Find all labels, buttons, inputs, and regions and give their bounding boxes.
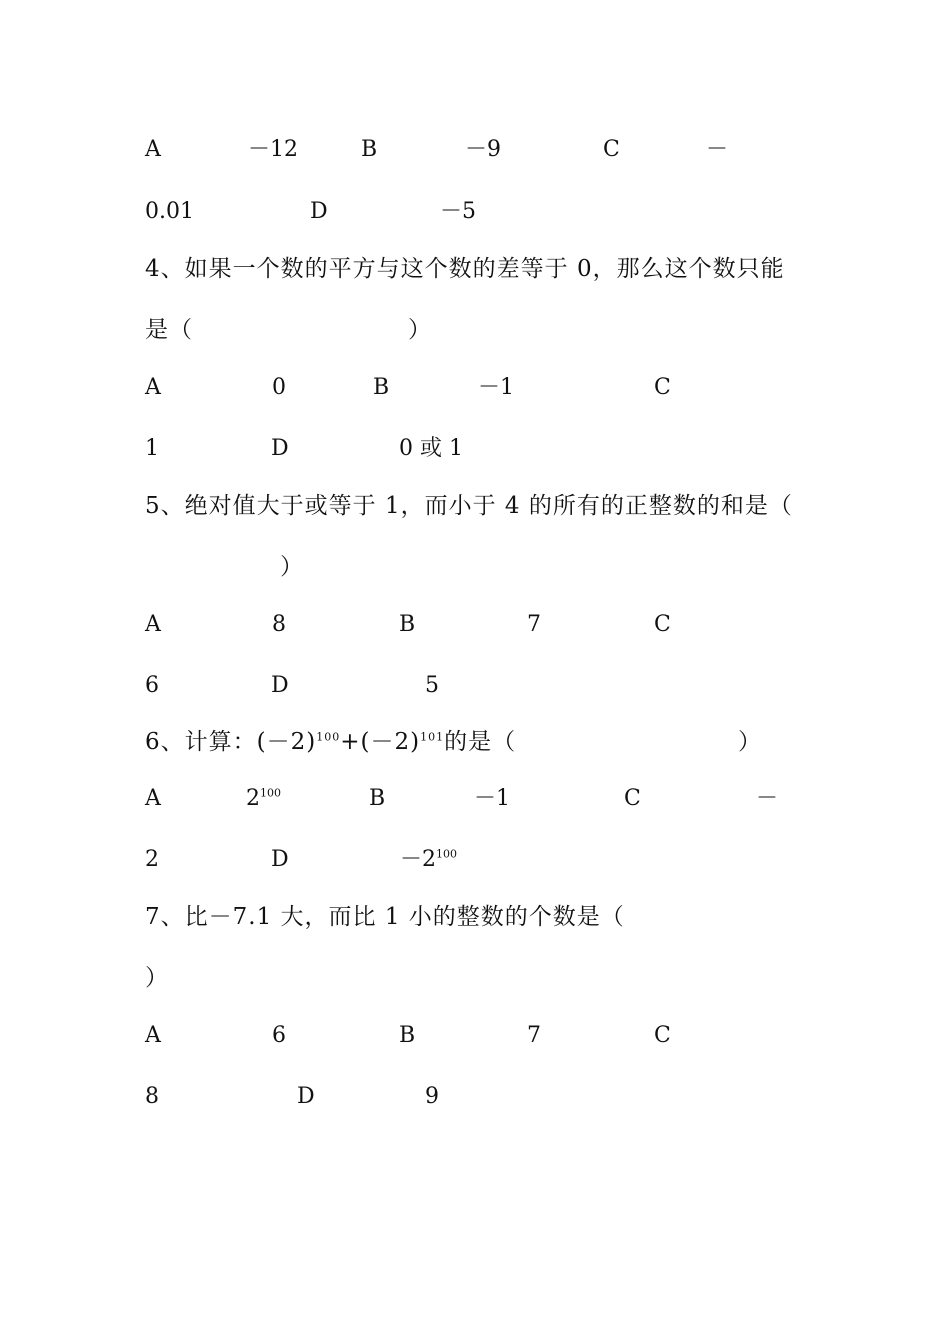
q7-stem-close: ） [145, 965, 169, 991]
q4-option-a-label: A [145, 375, 161, 400]
q3-option-c-value: － [706, 137, 729, 162]
q7-option-d-value: 9 [425, 1084, 439, 1109]
q5-option-a-value: 8 [272, 612, 286, 637]
q6-option-d-label: D [271, 847, 289, 872]
q5-stem-line1: 5、绝对值大于或等于 1，而小于 4 的所有的正整数的和是（ [145, 493, 793, 519]
q5-option-c-label: C [654, 612, 671, 637]
q3-option-b-label: B [361, 137, 378, 162]
q7-option-a-label: A [145, 1023, 161, 1048]
q5-option-b-value: 7 [527, 612, 541, 637]
q6-term1-base: (－2) [256, 729, 317, 755]
q5-stem-close: ） [280, 554, 304, 580]
q5-option-d-value: 5 [425, 673, 439, 698]
q5-option-b-label: B [399, 612, 416, 637]
q7-stem-line1: 7、比－7.1 大，而比 1 小的整数的个数是（ [145, 904, 625, 930]
q6-stem-prefix: 6、计算： [145, 729, 257, 755]
q7-option-a-value: 6 [272, 1023, 286, 1048]
q6-option-c-value-cont: 2 [145, 847, 159, 872]
q6-option-a-label: A [145, 786, 161, 811]
q6-option-a-base: 2 [246, 786, 260, 811]
q5-option-a-label: A [145, 612, 161, 637]
q7-option-c-value: 8 [145, 1084, 159, 1109]
q6-option-a-exponent: 100 [260, 786, 281, 800]
q3-option-b-value: －9 [465, 137, 501, 162]
q6-option-a-value [246, 784, 281, 814]
q6-term1-exponent: 100 [316, 730, 341, 744]
q4-option-a-value: 0 [272, 375, 286, 400]
q4-option-d-label: D [271, 436, 289, 461]
q4-option-b-label: B [373, 375, 390, 400]
q3-option-d-value: －5 [440, 199, 476, 224]
q6-option-b-label: B [369, 786, 386, 811]
q6-option-b-value: －1 [474, 786, 510, 811]
q7-option-c-label: C [654, 1023, 671, 1048]
q4-option-c-value: 1 [145, 436, 159, 461]
q6-option-c-value: － [756, 786, 779, 811]
q6-option-c-label: C [624, 786, 641, 811]
q6-option-d-value [400, 845, 457, 875]
q7-option-b-value: 7 [527, 1023, 541, 1048]
q5-option-c-value: 6 [145, 673, 159, 698]
q3-option-c-label: C [603, 137, 620, 162]
q7-option-b-label: B [399, 1023, 416, 1048]
q3-option-a-label: A [145, 137, 161, 162]
q4-stem-line2: 是（ [145, 317, 193, 343]
q6-plus: + [340, 729, 361, 755]
q6-term2-base: (－2) [360, 729, 421, 755]
q4-option-c-label: C [654, 375, 671, 400]
q4-option-b-value: －1 [478, 375, 514, 400]
q3-option-c-value-cont: 0.01 [145, 199, 194, 224]
q6-option-d-base: －2 [400, 847, 436, 872]
q5-option-d-label: D [271, 673, 289, 698]
q6-term2-exponent: 101 [420, 730, 445, 744]
q3-option-a-value: －12 [248, 137, 298, 162]
q6-option-d-exponent: 100 [436, 847, 457, 861]
q6-stem-suffix: 的是（ [444, 729, 517, 755]
q4-stem-line1: 4、如果一个数的平方与这个数的差等于 0，那么这个数只能 [145, 256, 785, 282]
q7-option-d-label: D [297, 1084, 315, 1109]
q6-stem-close: ） [738, 729, 762, 755]
q6-stem [145, 727, 516, 757]
q4-stem-close: ） [408, 317, 432, 343]
q3-option-d-label: D [310, 199, 328, 224]
q4-option-d-value: 0 或 1 [399, 436, 463, 461]
